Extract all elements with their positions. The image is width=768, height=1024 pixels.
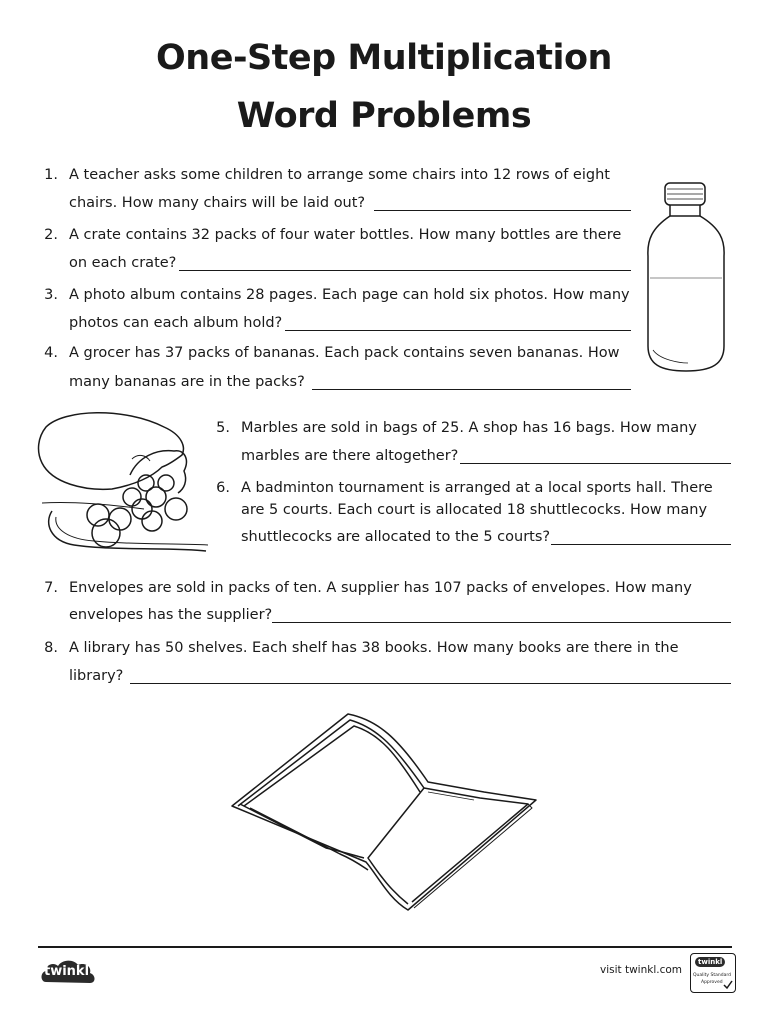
- question-text: marbles are there altogether?: [241, 448, 459, 464]
- question-text: A teacher asks some children to arrange some chairs into 12 rows of eight: [69, 167, 610, 183]
- answer-line[interactable]: [179, 270, 631, 271]
- question-number: 2.: [44, 227, 58, 243]
- question-text: A photo album contains 28 pages. Each page can hold six photos. How many: [69, 287, 630, 303]
- logo-text: twinkl: [44, 964, 90, 979]
- question-text: chairs. How many chairs will be laid out?: [69, 195, 366, 211]
- page-title-line-2: Word Problems: [236, 96, 532, 136]
- question-text: shuttlecocks are allocated to the 5 courts?: [241, 529, 551, 545]
- question-text: A badminton tournament is arranged at a local sports hall. There: [241, 480, 713, 496]
- question-text: library?: [69, 668, 124, 684]
- answer-line[interactable]: [285, 330, 631, 331]
- question-number: 4.: [44, 345, 58, 361]
- twinkl-logo[interactable]: [38, 956, 98, 988]
- question-number: 7.: [44, 580, 58, 596]
- answer-line[interactable]: [551, 544, 731, 545]
- quality-badge: [690, 953, 736, 993]
- question-text: many bananas are in the packs?: [69, 374, 305, 390]
- badge-brand: twinkl: [695, 957, 725, 967]
- question-number: 6.: [216, 480, 230, 496]
- question-text: are 5 courts. Each court is allocated 18 shuttlecocks. How many: [241, 502, 708, 518]
- question-text: A crate contains 32 packs of four water bottles. How many bottles are there: [69, 227, 622, 243]
- answer-line[interactable]: [130, 683, 731, 684]
- open-book-illustration: [228, 708, 540, 914]
- badge-line-2: Approved: [701, 980, 723, 985]
- question-number: 3.: [44, 287, 58, 303]
- answer-line[interactable]: [272, 622, 731, 623]
- footer-divider: [38, 946, 732, 948]
- answer-line[interactable]: [312, 389, 631, 390]
- badge-line-1: Quality Standard: [693, 973, 731, 978]
- water-bottle-illustration: [640, 180, 732, 374]
- checkmark-icon: [723, 980, 733, 990]
- answer-line[interactable]: [374, 210, 631, 211]
- marble-bag-illustration: [34, 405, 212, 557]
- page-title-line-1: One-Step Multiplication: [156, 38, 612, 78]
- question-number: 1.: [44, 167, 58, 183]
- question-text: Envelopes are sold in packs of ten. A supplier has 107 packs of envelopes. How many: [69, 580, 692, 596]
- answer-line[interactable]: [460, 463, 731, 464]
- question-text: A grocer has 37 packs of bananas. Each pack contains seven bananas. How: [69, 345, 620, 361]
- question-number: 5.: [216, 420, 230, 436]
- question-text: photos can each album hold?: [69, 315, 283, 331]
- question-text: A library has 50 shelves. Each shelf has 38 books. How many books are there in the: [69, 640, 679, 656]
- question-number: 8.: [44, 640, 58, 656]
- question-text: envelopes has the supplier?: [69, 607, 273, 623]
- question-text: Marbles are sold in bags of 25. A shop has 16 bags. How many: [241, 420, 697, 436]
- question-text: on each crate?: [69, 255, 177, 271]
- footer-url[interactable]: visit twinkl.com: [599, 964, 682, 976]
